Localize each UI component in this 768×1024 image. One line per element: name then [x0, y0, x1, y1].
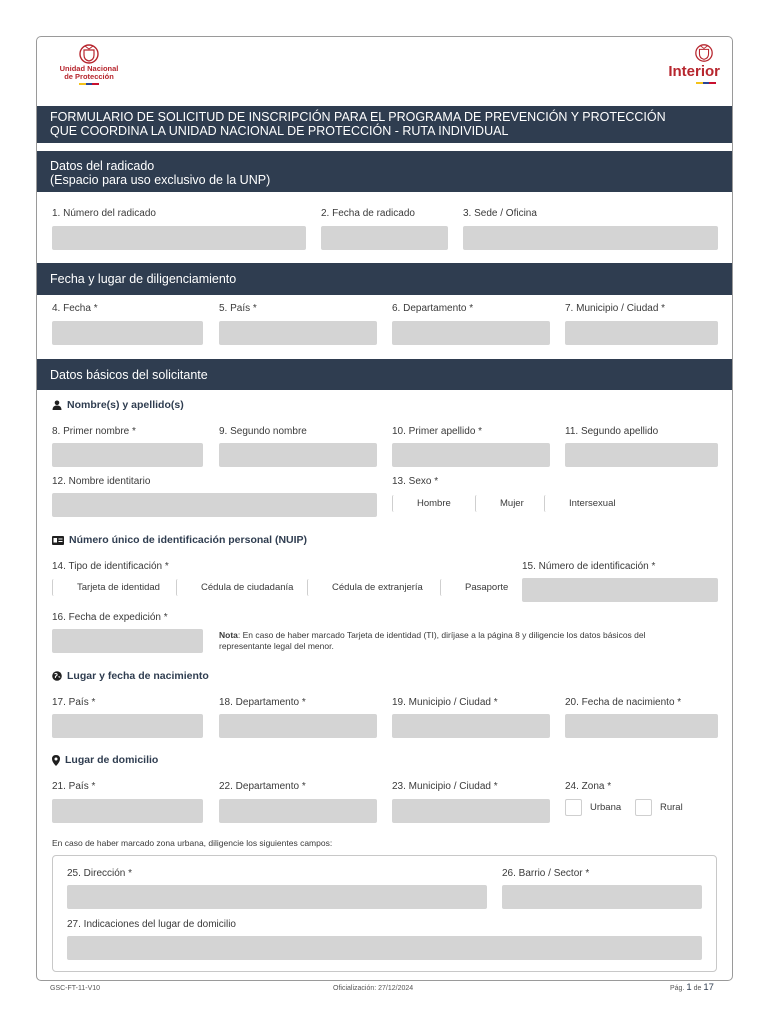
label-numero-identificacion: 15. Número de identificación *	[522, 561, 656, 572]
unp-logo-line2: de Protección	[64, 72, 114, 81]
checkbox-hombre-label: Hombre	[417, 498, 451, 509]
checkbox-urbana-label: Urbana	[590, 802, 622, 813]
label-sexo: 13. Sexo *	[392, 476, 439, 487]
checkbox-rural-label: Rural	[660, 802, 683, 813]
checkbox-cedula-extranjeria-label: Cédula de extranjería	[332, 582, 423, 593]
label-indicaciones-domicilio: 27. Indicaciones del lugar de domicilio	[67, 919, 236, 930]
coat-of-arms-icon	[78, 43, 100, 65]
checkbox-cedula-extranjeria[interactable]	[307, 579, 423, 596]
input-fecha[interactable]	[52, 321, 203, 345]
checkbox-pasaporte-label: Pasaporte	[465, 582, 509, 593]
input-primer-apellido[interactable]	[392, 443, 550, 467]
checkbox-box[interactable]	[176, 579, 193, 596]
label-departamento-domicilio: 22. Departamento *	[219, 781, 306, 792]
checkbox-box[interactable]	[52, 579, 69, 596]
checkbox-box[interactable]	[565, 799, 582, 816]
label-departamento: 6. Departamento *	[392, 303, 474, 314]
input-pais[interactable]	[219, 321, 377, 345]
input-municipio[interactable]	[565, 321, 718, 345]
input-fecha-nacimiento[interactable]	[565, 714, 718, 738]
checkbox-cedula-ciudadania-label: Cédula de ciudadanía	[201, 582, 294, 593]
flag-stripe	[79, 83, 99, 85]
input-fecha-expedicion[interactable]	[52, 629, 203, 653]
label-pais-nacimiento: 17. País *	[52, 697, 96, 708]
urban-address-box	[52, 855, 717, 972]
checkbox-urbana[interactable]	[565, 799, 621, 816]
input-municipio-domicilio[interactable]	[392, 799, 550, 823]
checkbox-box[interactable]	[475, 495, 492, 512]
checkbox-box[interactable]	[440, 579, 457, 596]
footer-page-current: 1	[686, 982, 692, 993]
subsection-nombres	[52, 399, 184, 411]
input-departamento-nacimiento[interactable]	[219, 714, 377, 738]
subsection-domicilio-title: Lugar de domicilio	[65, 754, 159, 766]
input-nombre-identitario[interactable]	[52, 493, 377, 517]
input-municipio-nacimiento[interactable]	[392, 714, 550, 738]
checkbox-box[interactable]	[392, 495, 409, 512]
interior-logo	[650, 43, 720, 84]
label-fecha-expedicion: 16. Fecha de expedición *	[52, 612, 168, 623]
input-numero-identificacion[interactable]	[522, 578, 718, 602]
label-zona: 24. Zona *	[565, 781, 612, 792]
label-departamento-nacimiento: 18. Departamento *	[219, 697, 306, 708]
input-pais-domicilio[interactable]	[52, 799, 203, 823]
label-municipio: 7. Municipio / Ciudad *	[565, 303, 666, 314]
checkbox-hombre[interactable]	[392, 495, 451, 512]
checkbox-intersexual-label: Intersexual	[569, 498, 616, 509]
label-fecha: 4. Fecha *	[52, 303, 98, 314]
checkbox-mujer-label: Mujer	[500, 498, 524, 509]
label-primer-apellido: 10. Primer apellido *	[392, 426, 483, 437]
input-fecha-radicado[interactable]	[321, 226, 448, 250]
input-primer-nombre[interactable]	[52, 443, 203, 467]
checkbox-box[interactable]	[544, 495, 561, 512]
subsection-nacimiento-title: Lugar y fecha de nacimiento	[67, 670, 209, 682]
section-basicos-title: Datos básicos del solicitante	[50, 368, 208, 382]
label-primer-nombre: 8. Primer nombre *	[52, 426, 136, 437]
label-sede-oficina: 3. Sede / Oficina	[463, 208, 537, 219]
checkbox-mujer[interactable]	[475, 495, 524, 512]
label-tipo-identificacion: 14. Tipo de identificación *	[52, 561, 169, 572]
label-pais-domicilio: 21. País *	[52, 781, 96, 792]
nota-text: : En caso de haber marcado Tarjeta de identidad (TI), diríjase a la página 8 y diligencie los datos básicos del	[237, 630, 646, 640]
input-indicaciones-domicilio[interactable]	[67, 936, 702, 960]
input-departamento[interactable]	[392, 321, 550, 345]
label-segundo-nombre: 9. Segundo nombre	[219, 426, 307, 437]
footer-oficializacion: Oficialización: 27/12/2024	[333, 985, 414, 992]
location-pin-icon	[52, 755, 60, 766]
section-diligenciamiento-header	[37, 263, 732, 295]
label-pais: 5. País *	[219, 303, 257, 314]
person-icon	[52, 400, 62, 410]
unp-logo	[49, 43, 129, 85]
checkbox-box[interactable]	[307, 579, 324, 596]
checkbox-cedula-ciudadania[interactable]	[176, 579, 293, 596]
interior-logo-text: Interior	[668, 63, 720, 80]
subsection-nacimiento	[52, 670, 209, 682]
subsection-nuip-title: Número único de identificación personal (NUIP)	[69, 534, 308, 546]
form-title-line2: QUE COORDINA LA UNIDAD NACIONAL DE PROTECCIÓN - RUTA INDIVIDUAL	[50, 124, 509, 138]
input-sede-oficina[interactable]	[463, 226, 718, 250]
footer-page-of: de	[693, 985, 702, 992]
label-barrio-sector: 26. Barrio / Sector *	[502, 868, 590, 879]
input-departamento-domicilio[interactable]	[219, 799, 377, 823]
label-municipio-domicilio: 23. Municipio / Ciudad *	[392, 781, 498, 792]
unp-logo-line1: Unidad Nacional	[59, 64, 119, 73]
form-title-line1: FORMULARIO DE SOLICITUD DE INSCRIPCIÓN PARA EL PROGRAMA DE PREVENCIÓN Y PROTECCIÓN	[50, 110, 666, 124]
nota-zona-urbana: En caso de haber marcado zona urbana, diligencie los siguientes campos:	[52, 838, 333, 848]
subsection-nuip	[52, 534, 307, 546]
label-segundo-apellido: 11. Segundo apellido	[565, 426, 659, 437]
globe-icon	[52, 671, 62, 681]
label-direccion: 25. Dirección *	[67, 868, 133, 879]
label-numero-radicado: 1. Número del radicado	[52, 208, 156, 219]
input-segundo-nombre[interactable]	[219, 443, 377, 467]
nota-tarjeta-identidad	[219, 630, 719, 652]
footer-page-prefix: Pág.	[670, 985, 685, 992]
checkbox-intersexual[interactable]	[544, 495, 615, 512]
footer-code: GSC-FT-11-V10	[50, 985, 101, 992]
section-radicado-header	[37, 151, 732, 192]
nota-label: Nota	[219, 630, 238, 640]
coat-of-arms-icon	[694, 43, 714, 63]
label-fecha-radicado: 2. Fecha de radicado	[321, 208, 415, 219]
input-barrio-sector[interactable]	[502, 885, 702, 909]
input-direccion[interactable]	[67, 885, 487, 909]
form-page	[36, 36, 733, 981]
subsection-domicilio	[52, 754, 158, 766]
input-numero-radicado[interactable]	[52, 226, 306, 250]
section-radicado-subtitle: (Espacio para uso exclusivo de la UNP)	[50, 173, 271, 187]
footer-page-total: 17	[703, 982, 714, 993]
label-municipio-nacimiento: 19. Municipio / Ciudad *	[392, 697, 498, 708]
flag-stripe	[696, 82, 716, 84]
footer-page-number	[670, 982, 714, 993]
label-fecha-nacimiento: 20. Fecha de nacimiento *	[565, 697, 682, 708]
section-radicado-title: Datos del radicado	[50, 159, 155, 173]
subsection-nombres-title: Nombre(s) y apellido(s)	[67, 399, 184, 411]
checkbox-box[interactable]	[635, 799, 652, 816]
checkbox-tarjeta-identidad[interactable]	[52, 579, 160, 596]
section-diligenciamiento-title: Fecha y lugar de diligenciamiento	[50, 272, 237, 286]
nota-text-2: representante legal del menor.	[219, 641, 334, 651]
checkbox-tarjeta-identidad-label: Tarjeta de identidad	[77, 582, 160, 593]
input-pais-nacimiento[interactable]	[52, 714, 203, 738]
checkbox-rural[interactable]	[635, 799, 683, 816]
form-title	[37, 106, 732, 143]
input-segundo-apellido[interactable]	[565, 443, 718, 467]
checkbox-pasaporte[interactable]	[440, 579, 508, 596]
section-basicos-header	[37, 359, 732, 390]
id-card-icon	[52, 536, 64, 545]
label-nombre-identitario: 12. Nombre identitario	[52, 476, 151, 487]
